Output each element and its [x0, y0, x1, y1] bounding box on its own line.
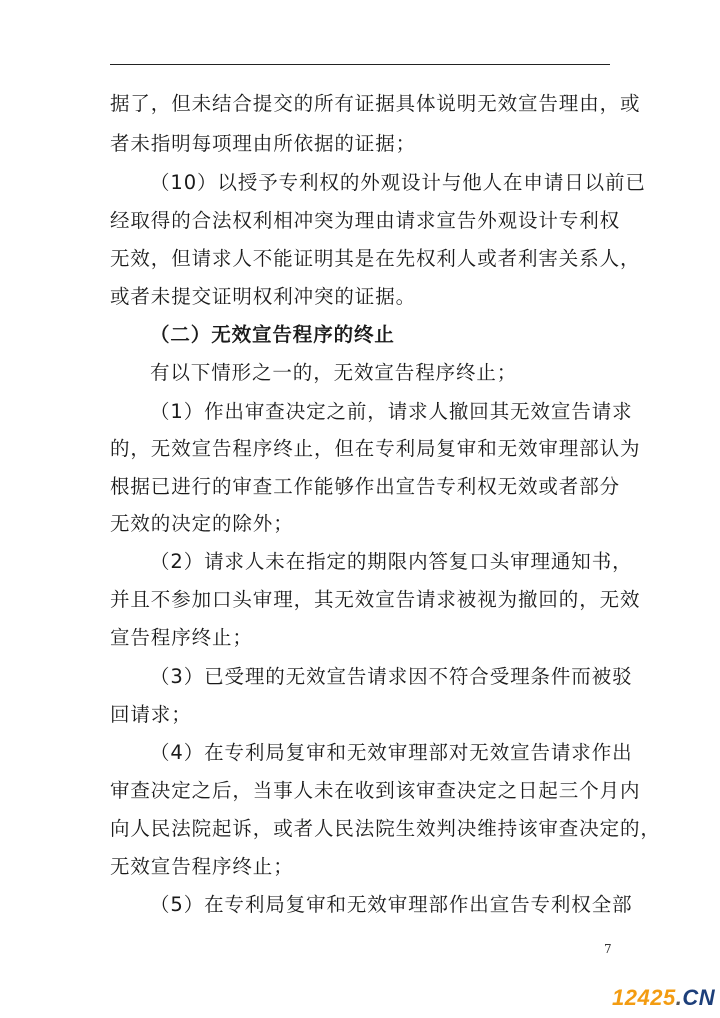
text-line: 回请求；	[110, 703, 192, 726]
text-line: 无效，但请求人不能证明其是在先权利人或者利害关系人，	[110, 247, 641, 270]
text-line: 据了，但未结合提交的所有证据具体说明无效宣告理由，或	[110, 92, 641, 115]
text-line: 并且不参加口头审理，其无效宣告请求被视为撤回的，无效	[110, 588, 641, 611]
text-line: 或者未提交证明权利冲突的证据。	[110, 285, 417, 308]
text-line: （5）在专利局复审和无效审理部作出宣告专利权全部	[150, 893, 633, 916]
text-line: （2）请求人未在指定的期限内答复口头审理通知书，	[150, 550, 633, 573]
header-rule	[110, 64, 610, 65]
text-line: 经取得的合法权利相冲突为理由请求宣告外观设计专利权	[110, 209, 621, 232]
watermark-number: 12425	[612, 985, 676, 1010]
text-line: （10）以授予专利权的外观设计与他人在申请日以前已	[150, 171, 646, 194]
text-line: 者未指明每项理由所依据的证据；	[110, 132, 417, 155]
watermark-dot: .	[675, 985, 683, 1010]
text-line: 无效的决定的除外；	[110, 512, 294, 535]
text-line: （1）作出审查决定之前，请求人撤回其无效宣告请求	[150, 400, 633, 423]
text-line: 的，无效宣告程序终止，但在专利局复审和无效审理部认为	[110, 437, 641, 460]
text-line: 向人民法院起诉，或者人民法院生效判决维持该审查决定的，	[110, 817, 661, 840]
text-line: 有以下情形之一的，无效宣告程序终止；	[150, 361, 518, 384]
page-number: 7	[604, 942, 612, 956]
watermark-tld: CN	[682, 985, 716, 1010]
text-line: 无效宣告程序终止；	[110, 855, 294, 878]
site-watermark	[612, 985, 715, 1011]
text-line: 宣告程序终止；	[110, 626, 253, 649]
text-line: （4）在专利局复审和无效审理部对无效宣告请求作出	[150, 741, 633, 764]
text-line: 根据已进行的审查工作能够作出宣告专利权无效或者部分	[110, 475, 621, 498]
text-line: （3）已受理的无效宣告请求因不符合受理条件而被驳	[150, 665, 633, 688]
section-heading: （二）无效宣告程序的终止	[150, 323, 395, 346]
text-line: 审查决定之后，当事人未在收到该审查决定之日起三个月内	[110, 779, 641, 802]
